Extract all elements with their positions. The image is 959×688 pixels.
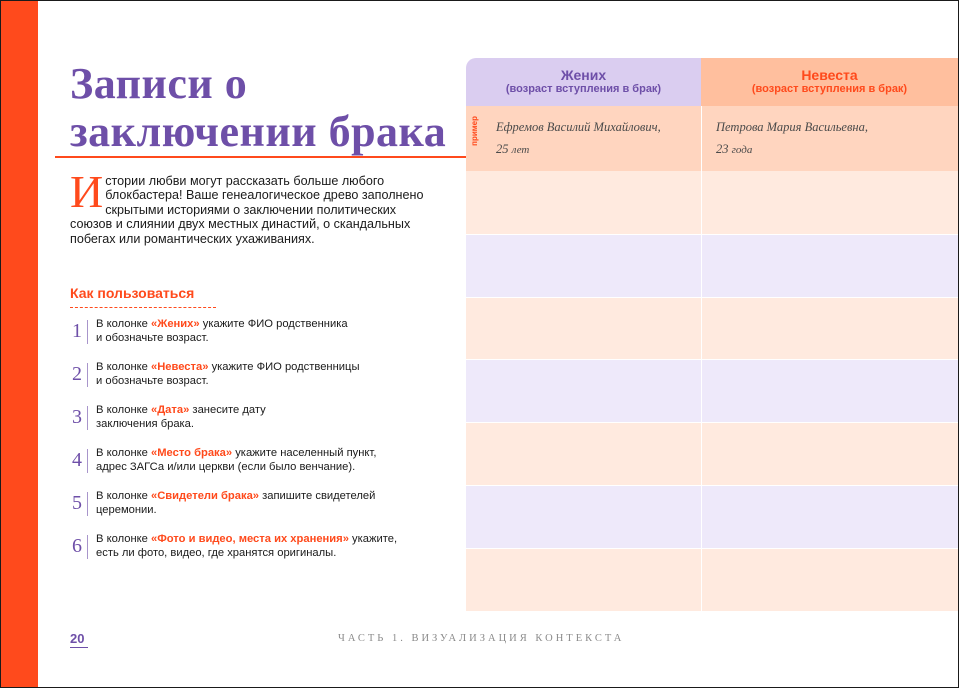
groom-cell[interactable]: [466, 549, 701, 611]
bride-cell[interactable]: [701, 423, 958, 485]
groom-column-header: [466, 58, 701, 106]
howto-heading: Как пользоваться: [70, 285, 195, 301]
marriage-records-table: [466, 58, 958, 611]
step-divider: [87, 449, 88, 473]
step-divider: [87, 535, 88, 559]
table-row: [466, 171, 958, 234]
groom-header-label: Жених: [560, 67, 607, 83]
step-text: В колонке «Место брака» укажите населенный пункт, адрес ЗАГСа и/или церкви (если было венчание).: [96, 447, 377, 473]
example-bride-name: Петрова Мария Васильевна,: [716, 120, 868, 134]
step-text: В колонке «Невеста» укажите ФИО родственницы и обозначьте возраст.: [96, 361, 360, 387]
step-text: В колонке «Жених» укажите ФИО родственника и обозначьте возраст.: [96, 318, 348, 344]
side-accent-bar: [1, 1, 38, 687]
bride-cell[interactable]: [701, 549, 958, 611]
bride-cell[interactable]: [701, 235, 958, 297]
step-divider: [87, 320, 88, 344]
bride-cell[interactable]: [701, 171, 958, 234]
step-number: 3: [72, 406, 82, 428]
table-row: [466, 359, 958, 422]
step-text: В колонке «Свидетели брака» запишите свидетелей церемонии.: [96, 490, 376, 516]
table-row: [466, 422, 958, 485]
groom-cell[interactable]: [466, 360, 701, 422]
example-tag: пример: [470, 116, 479, 146]
example-row: [466, 106, 958, 171]
step-number: 5: [72, 492, 82, 514]
groom-cell[interactable]: [466, 235, 701, 297]
groom-cell[interactable]: [466, 486, 701, 548]
title-underline: [55, 156, 466, 158]
bride-cell[interactable]: [701, 360, 958, 422]
example-groom-name: Ефремов Василий Михайлович,: [496, 120, 661, 134]
groom-cell[interactable]: [466, 171, 701, 234]
step-number: 2: [72, 363, 82, 385]
howto-dashed-rule: [70, 307, 216, 308]
bride-cell[interactable]: [701, 298, 958, 359]
intro-dropcap: И: [70, 166, 104, 217]
section-footer: ЧАСТЬ 1. ВИЗУАЛИЗАЦИЯ КОНТЕКСТА: [338, 633, 625, 644]
intro-paragraph: [70, 166, 430, 246]
bride-header-sub: (возраст вступления в брак): [751, 83, 908, 95]
example-bride-cell: [701, 106, 958, 171]
page-title: [70, 60, 470, 156]
groom-header-sub: (возраст вступления в брак): [505, 83, 662, 95]
example-groom-cell: [466, 106, 701, 171]
table-row: [466, 297, 958, 359]
table-row: [466, 548, 958, 611]
table-row: [466, 485, 958, 548]
step-divider: [87, 363, 88, 387]
bride-cell[interactable]: [701, 486, 958, 548]
groom-cell[interactable]: [466, 423, 701, 485]
step-number: 6: [72, 535, 82, 557]
page-number: 20: [70, 631, 85, 646]
step-text: В колонке «Дата» занесите дату заключения брака.: [96, 404, 266, 430]
groom-cell[interactable]: [466, 298, 701, 359]
intro-text: стории любви могут рассказать больше любого блокбастера! Ваше генеалогическое древо заполнено скрытыми историями о заключении политических союзов и слиянии двух местных династий, о скандальных побегах или романтических ухаживаниях.: [70, 174, 424, 246]
example-bride-age: 23 года: [716, 142, 753, 156]
bride-column-header: [701, 58, 958, 106]
example-groom-age: 25 лет: [496, 142, 530, 156]
step-divider: [87, 406, 88, 430]
step-text: В колонке «Фото и видео, места их хранения» укажите, есть ли фото, видео, где хранятся оригиналы.: [96, 533, 398, 559]
title-line-2: заключении брака: [70, 107, 447, 156]
title-line-1: Записи о: [70, 59, 248, 108]
table-row: [466, 234, 958, 297]
step-number: 1: [72, 320, 82, 342]
bride-header-label: Невеста: [801, 67, 858, 83]
step-number: 4: [72, 449, 82, 471]
page-number-underline: [70, 647, 88, 648]
step-divider: [87, 492, 88, 516]
